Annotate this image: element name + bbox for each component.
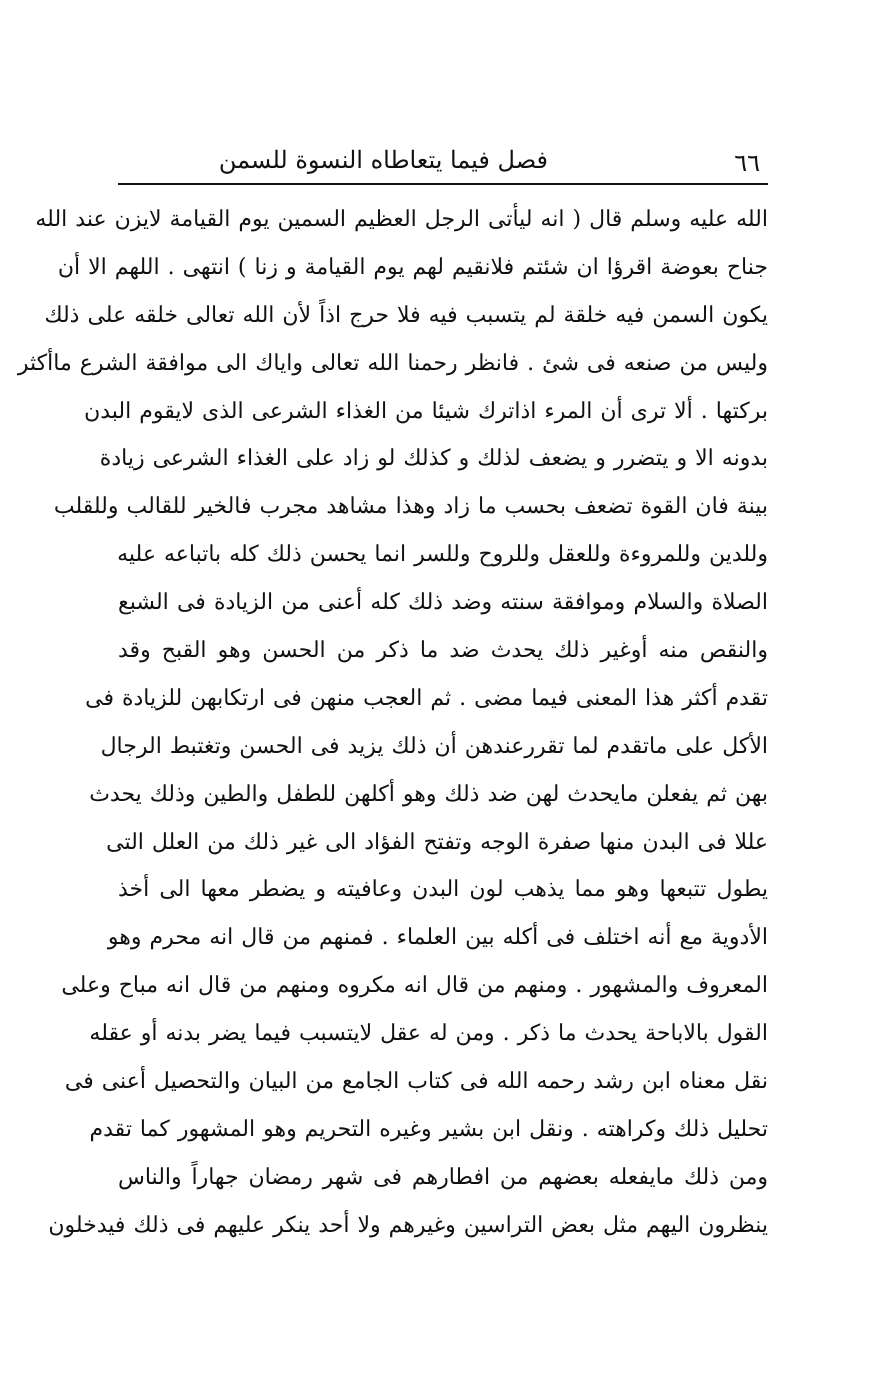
text-line: الأكل على ماتقدم لما تقررعندهن أن ذلك يزيد فى الحسن وتغتبط الرجال — [100, 733, 768, 759]
text-line: بدونه الا و يتضرر و يضعف لذلك و كذلك لو زاد على الغذاء الشرعى زيادة — [99, 446, 768, 472]
text-line: يطول تتبعها وهو مما يذهب لون البدن وعافيته و يضطر معها الى أخذ — [118, 877, 768, 903]
text-line: عللا فى البدن منها صفرة الوجه وتفتح الفؤاد الى غير ذلك من العلل التى — [106, 829, 768, 855]
text-line: بهن ثم يفعلن مايحدث لهن ضد ذلك وهو أكلهن للطفل والطين وذلك يحدث — [89, 781, 768, 807]
text-line: جناح بعوضة اقرؤا ان شئتم فلانقيم لهم يوم القيامة و زنا ) انتهى . اللهم الا أن — [57, 254, 768, 280]
text-line: تحليل ذلك وكراهته . ونقل ابن بشير وغيره التحريم وهو المشهور كما تقدم — [89, 1116, 768, 1142]
text-line: بركتها . ألا ترى أن المرء اذاترك شيئا من الغذاء الشرعى الذى لايقوم البدن — [84, 398, 768, 424]
text-line: وللدين وللمروءة وللعقل وللروح وللسر انما يحسن ذلك كله باتباعه عليه — [117, 542, 768, 568]
text-line: والنقص منه أوغير ذلك يحدث ضد ما ذكر من الحسن وهو القبح وقد — [118, 638, 768, 664]
text-line: يكون السمن فيه خلقة لم يتسبب فيه فلا حرج اذاً لأن الله تعالى خلقه على ذلك — [44, 302, 768, 328]
text-line: الله عليه وسلم قال ( انه ليأتى الرجل العظيم السمين يوم القيامة لايزن عند الله — [35, 207, 768, 232]
text-line: تقدم أكثر هذا المعنى فيما مضى . ثم العجب منهن فى ارتكابهن للزيادة فى — [85, 685, 768, 711]
text-line: ومن ذلك مايفعله بعضهم من افطارهم فى شهر رمضان جهاراً والناس — [118, 1164, 768, 1190]
header-rule — [118, 183, 768, 185]
running-title: فصل فيما يتعاطاه النسوة للسمن — [218, 146, 548, 174]
text-line: الصلاة والسلام وموافقة سنته وضد ذلك كله أعنى من الزيادة فى الشبع — [118, 590, 768, 616]
text-line: ينظرون اليهم مثل بعض التراسين وغيرهم ولا أحد ينكر عليهم فى ذلك فيدخلون — [48, 1212, 768, 1238]
text-line: بينة فان القوة تضعف بحسب ما زاد وهذا مشاهد مجرب فالخير للقالب وللقلب — [53, 494, 768, 520]
text-line: المعروف والمشهور . ومنهم من قال انه مكروه ومنهم من قال انه مباح وعلى — [61, 973, 768, 999]
text-line: نقل معناه ابن رشد رحمه الله فى كتاب الجامع من البيان والتحصيل أعنى فى — [64, 1069, 768, 1095]
body-text — [17, 196, 768, 1250]
page-number: ٦٦ — [734, 149, 760, 177]
page-header — [118, 138, 768, 182]
text-line: وليس من صنعه فى شئ . فانظر رحمنا الله تعالى واياك الى موافقة الشرع ماأكثر — [17, 350, 768, 376]
text-line: القول بالاباحة يحدث ما ذكر . ومن له عقل لايتسبب فيما يضر بدنه أو عقله — [89, 1021, 768, 1047]
text-line: الأدوية مع أنه اختلف فى أكله بين العلماء . فمنهم من قال انه محرم وهو — [107, 925, 768, 951]
